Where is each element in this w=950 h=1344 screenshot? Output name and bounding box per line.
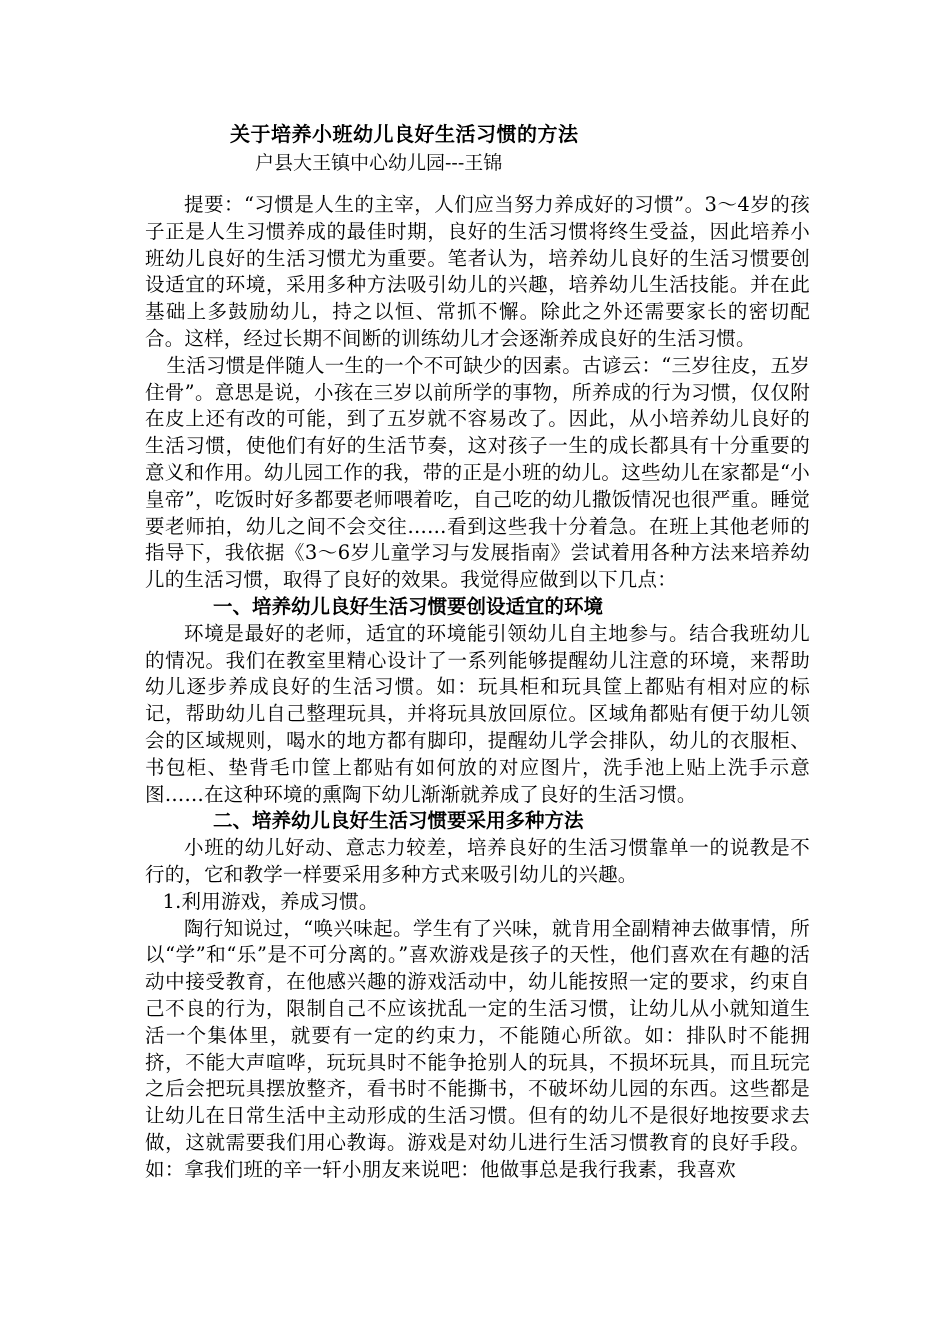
section-2-heading: 二、培养幼儿良好生活习惯要采用多种方法: [213, 809, 584, 833]
document-body: [145, 120, 810, 1183]
intro-paragraph: 生活习惯是伴随人一生的一个不可缺少的因素。古谚云：“三岁往皮，五岁住骨”。意思是说，小孩在三岁以前所学的事物，所养成的行为习惯，仅仅附在皮上还有改的可能，到了五岁就不容易改了。因此，从小培养幼儿良好的生活习惯，使他们有好的生活节奏，这对孩子一生的成长都具有十分重要的意义和作用。幼儿园工作的我，带的正是小班的幼儿。这些幼儿在家都是“小皇帝”，吃饭时好多都要老师喂着吃，自己吃的幼儿撒饭情况也很严重。睡觉要老师拍，幼儿之间不会交往……看到这些我十分着急。在班上其他老师的指导下，我依据《3～6岁儿童学习与发展指南》尝试着用各种方法来培养幼儿的生活习惯，取得了良好的效果。我觉得应做到以下几点：: [145, 353, 810, 592]
section-2-paragraph: 小班的幼儿好动、意志力较差，培养良好的生活习惯靠单一的说教是不行的，它和教学一样要采用多种方式来吸引幼儿的兴趣。: [145, 836, 810, 886]
document-title: 关于培养小班幼儿良好生活习惯的方法: [230, 122, 579, 146]
section-1-paragraph: 环境是最好的老师，适宜的环境能引领幼儿自主地参与。结合我班幼儿的情况。我们在教室里精心设计了一系列能够提醒幼儿注意的环境，来帮助幼儿逐步养成良好的生活习惯。如：玩具柜和玩具筐上都贴有相对应的标记，帮助幼儿自己整理玩具，并将玩具放回原位。区域角都贴有便于幼儿领会的区域规则，喝水的地方都有脚印，提醒幼儿学会排队，幼儿的衣服柜、书包柜、垫背毛巾筐上都贴有如何放的对应图片，洗手池上贴上洗手示意图……在这种环境的熏陶下幼儿渐渐就养成了良好的生活习惯。: [145, 621, 810, 806]
subsection-1-paragraph: 陶行知说过，“唤兴味起。学生有了兴味，就肯用全副精神去做事情，所以“学”和“乐”是不可分离的。”喜欢游戏是孩子的天性，他们喜欢在有趣的活动中接受教育，在他感兴趣的游戏活动中，幼儿能按照一定的要求，约束自己不良的行为，限制自己不应该扰乱一定的生活习惯，让幼儿从小就知道生活一个集体里，就要有一定的约束力，不能随心所欲。如：排队时不能拥挤，不能大声喧哗，玩玩具时不能争抢别人的玩具，不损坏玩具，而且玩完之后会把玩具摆放整齐，看书时不能撕书，不破坏幼儿园的东西。这些都是让幼儿在日常生活中主动形成的生活习惯。但有的幼儿不是很好地按要求去做，这就需要我们用心教诲。游戏是对幼儿进行生活习惯教育的良好手段。如：拿我们班的辛一轩小朋友来说吧：他做事总是我行我素，我喜欢: [145, 916, 810, 1181]
subsection-1-heading: 1.利用游戏，养成习惯。: [162, 889, 379, 913]
document-author-line: 户县大王镇中心幼儿园---王锦: [255, 152, 503, 174]
section-1-heading: 一、培养幼儿良好生活习惯要创设适宜的环境: [213, 594, 604, 618]
abstract-paragraph: 提要：“习惯是人生的主宰，人们应当努力养成好的习惯”。3～4岁的孩子正是人生习惯养成的最佳时期，良好的生活习惯将终生受益，因此培养小班幼儿良好的生活习惯尤为重要。笔者认为，培养幼儿良好的生活习惯要创设适宜的环境，采用多种方法吸引幼儿的兴趣，培养幼儿生活技能。并在此基础上多鼓励幼儿，持之以恒、常抓不懈。除此之外还需要家长的密切配合。这样，经过长期不间断的训练幼儿才会逐渐养成良好的生活习惯。: [145, 193, 810, 350]
